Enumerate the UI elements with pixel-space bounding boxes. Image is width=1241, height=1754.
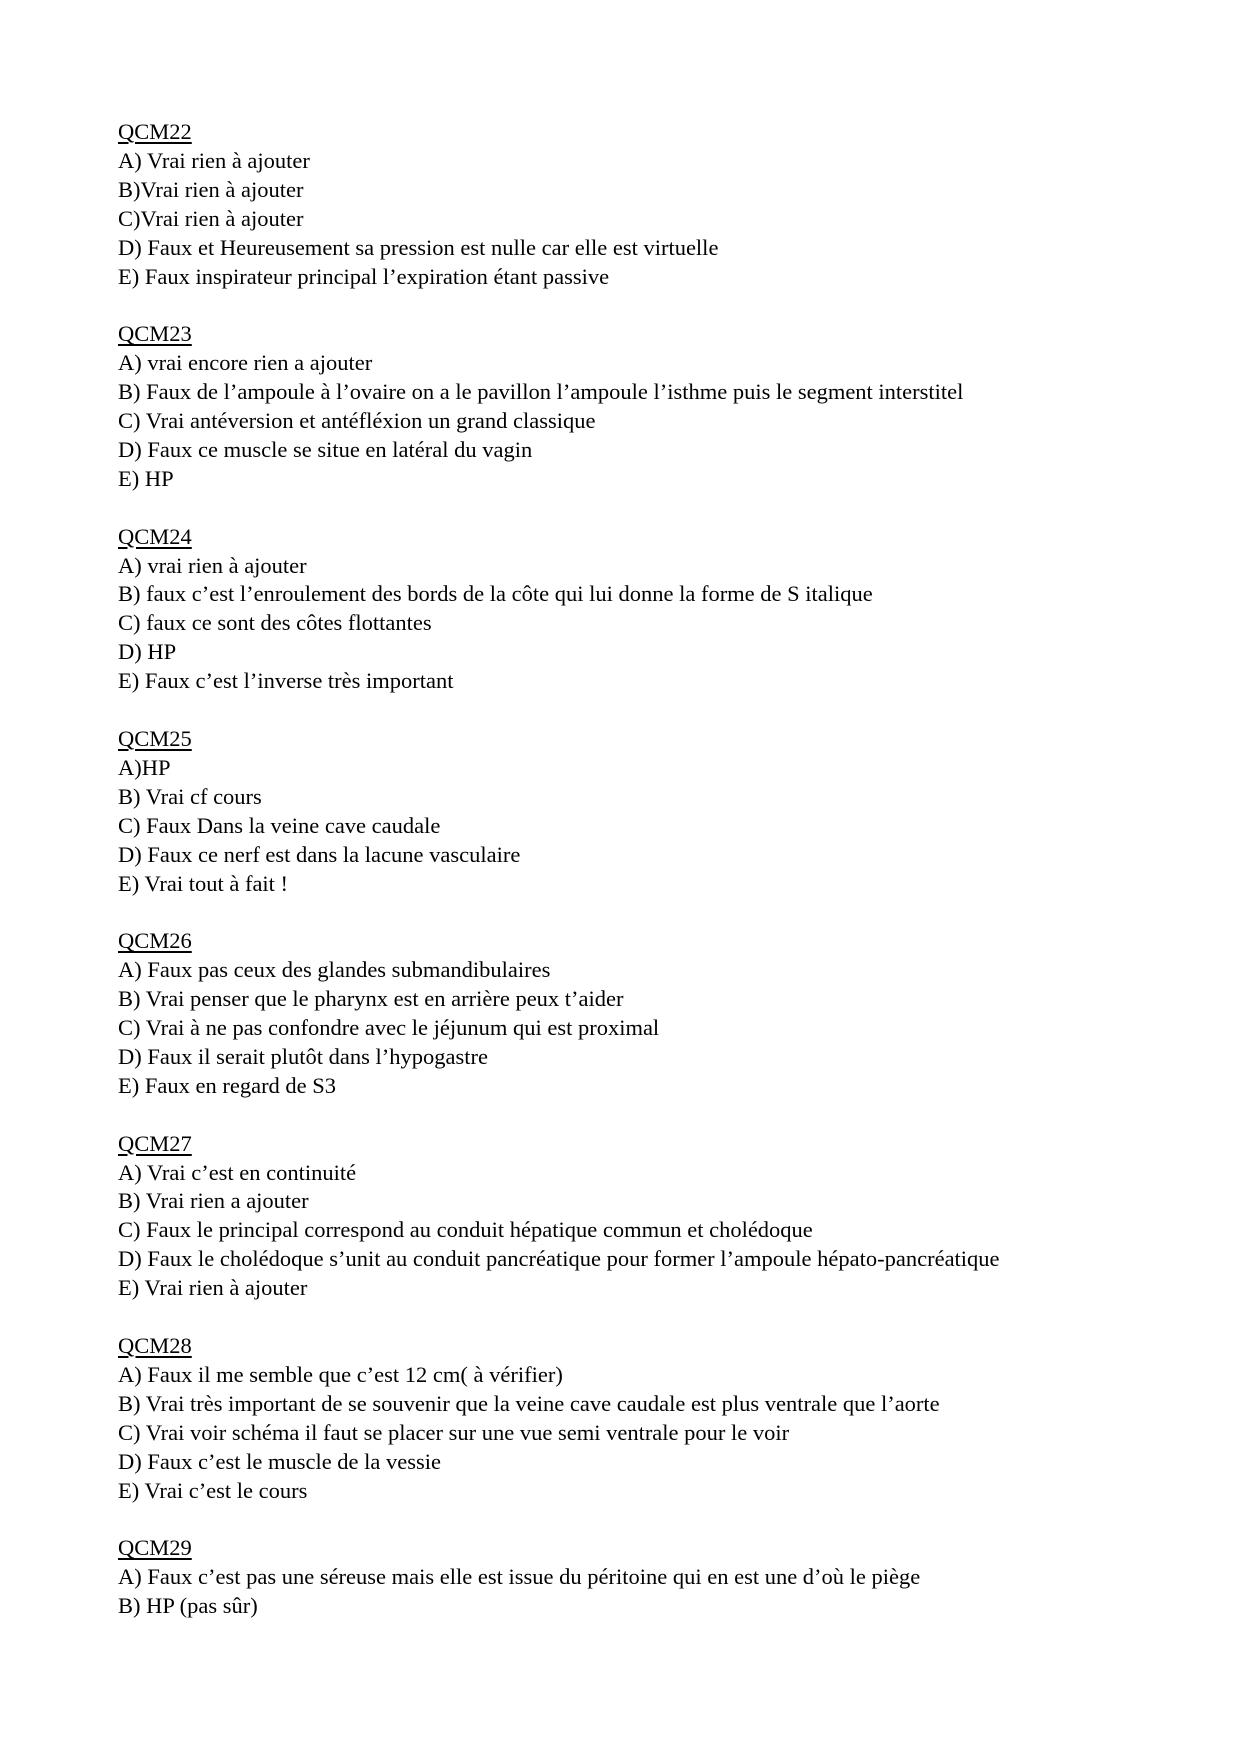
answer-b: B) faux c’est l’enroulement des bords de la côte qui lui donne la forme de S italique [118, 581, 873, 607]
answer-d: D) HP [118, 639, 177, 665]
answer-a: A) Faux pas ceux des glandes submandibulaires [118, 957, 551, 983]
qcm-block-27 [118, 1130, 1198, 1303]
answer-c: C) Vrai voir schéma il faut se placer sur une vue semi ventrale pour le voir [118, 1419, 790, 1445]
answer-e: E) HP [118, 465, 174, 491]
answer-e: E) Vrai rien à ajouter [118, 1275, 308, 1301]
qcm-title: QCM29 [118, 1535, 192, 1561]
qcm-block-29 [118, 1534, 1198, 1621]
answer-c: C) Faux Dans la veine cave caudale [118, 812, 441, 838]
qcm-title: QCM22 [118, 119, 192, 144]
qcm-block-28 [118, 1332, 1198, 1505]
answer-d: D) Faux le cholédoque s’unit au conduit pancréatique pour former l’ampoule hépato-pancréatique [118, 1246, 1000, 1272]
answer-c: C) Vrai antéversion et antéfléxion un grand classique [118, 408, 596, 434]
answer-d: D) Faux c’est le muscle de la vessie [118, 1448, 442, 1474]
answer-b: B) Vrai très important de se souvenir que la veine cave caudale est plus ventrale que l’aorte [118, 1390, 940, 1416]
answer-a: A) Faux il me semble que c’est 12 cm( à vérifier) [118, 1361, 563, 1387]
answer-e: E) Vrai c’est le cours [118, 1477, 308, 1503]
qcm-block-22 [118, 118, 1198, 291]
answer-d: D) Faux et Heureusement sa pression est nulle car elle est virtuelle [118, 234, 719, 260]
answer-a: A) Vrai c’est en continuité [118, 1159, 357, 1185]
answer-c: C)Vrai rien à ajouter [118, 205, 304, 231]
answer-c: C) Faux le principal correspond au conduit hépatique commun et cholédoque [118, 1217, 813, 1243]
answer-d: D) Faux ce muscle se situe en latéral du vagin [118, 436, 533, 462]
qcm-block-24 [118, 523, 1198, 696]
answer-e: E) Faux inspirateur principal l’expiration étant passive [118, 263, 610, 289]
qcm-title: QCM27 [118, 1130, 192, 1156]
answer-c: C) Vrai à ne pas confondre avec le jéjunum qui est proximal [118, 1015, 660, 1041]
qcm-block-26 [118, 927, 1198, 1100]
answer-b: B) Vrai cf cours [118, 783, 262, 809]
answer-a: A) Faux c’est pas une séreuse mais elle est issue du péritoine qui en est une d’où le piège [118, 1564, 921, 1590]
qcm-title: QCM25 [118, 725, 192, 751]
answer-c: C) faux ce sont des côtes flottantes [118, 610, 432, 636]
answer-b: B) Faux de l’ampoule à l’ovaire on a le pavillon l’ampoule l’isthme puis le segment interstitel [118, 379, 964, 405]
answer-b: B) Vrai rien a ajouter [118, 1188, 309, 1214]
answer-d: D) Faux ce nerf est dans la lacune vasculaire [118, 841, 521, 867]
qcm-title: QCM26 [118, 928, 192, 954]
answer-a: A) vrai encore rien a ajouter [118, 350, 373, 376]
qcm-title: QCM24 [118, 523, 192, 549]
document-page [118, 118, 1198, 1650]
answer-b: B)Vrai rien à ajouter [118, 176, 304, 202]
answer-e: E) Vrai tout à fait ! [118, 870, 289, 896]
qcm-title: QCM23 [118, 321, 192, 347]
qcm-block-25 [118, 725, 1198, 898]
answer-b: B) Vrai penser que le pharynx est en arrière peux t’aider [118, 986, 624, 1012]
qcm-block-23 [118, 320, 1198, 493]
answer-a: A) Vrai rien à ajouter [118, 147, 310, 173]
answer-e: E) Faux en regard de S3 [118, 1072, 337, 1098]
answer-b: B) HP (pas sûr) [118, 1593, 258, 1619]
qcm-title: QCM28 [118, 1332, 192, 1358]
answer-d: D) Faux il serait plutôt dans l’hypogastre [118, 1043, 488, 1069]
answer-e: E) Faux c’est l’inverse très important [118, 668, 454, 694]
answer-a: A) vrai rien à ajouter [118, 552, 307, 578]
answer-a: A)HP [118, 754, 171, 780]
